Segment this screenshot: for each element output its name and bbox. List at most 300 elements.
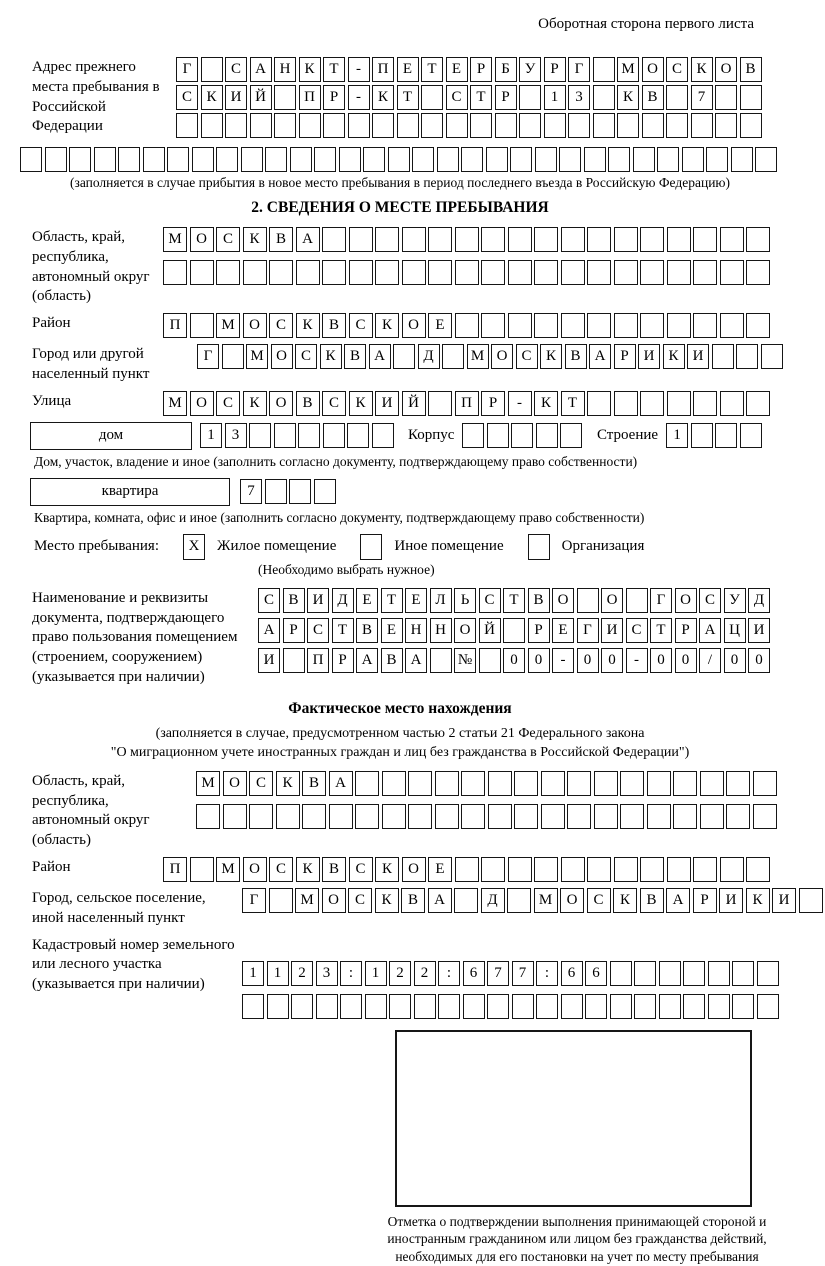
char-cell[interactable] <box>421 113 443 138</box>
char-cell[interactable]: П <box>163 857 187 882</box>
char-cell[interactable] <box>323 423 345 448</box>
char-cell[interactable]: М <box>163 227 187 252</box>
char-cell[interactable] <box>454 888 478 913</box>
char-cell[interactable] <box>514 771 538 796</box>
char-cell[interactable]: Т <box>332 618 354 643</box>
char-cell[interactable] <box>640 857 664 882</box>
char-cell[interactable]: Г <box>577 618 599 643</box>
char-cell[interactable]: 0 <box>724 648 746 673</box>
char-cell[interactable] <box>201 113 223 138</box>
char-cell[interactable]: 3 <box>316 961 338 986</box>
char-cell[interactable] <box>375 227 399 252</box>
char-cell[interactable]: 7 <box>691 85 713 110</box>
char-cell[interactable]: И <box>258 648 280 673</box>
char-cell[interactable] <box>461 147 483 172</box>
char-cell[interactable] <box>567 804 591 829</box>
char-cell[interactable]: Й <box>250 85 272 110</box>
char-cell[interactable]: Н <box>274 57 296 82</box>
char-cell[interactable]: М <box>163 391 187 416</box>
apartment-type-box[interactable]: квартира <box>30 478 230 506</box>
char-cell[interactable]: Р <box>693 888 717 913</box>
char-cell[interactable]: 3 <box>568 85 590 110</box>
char-cell[interactable]: П <box>299 85 321 110</box>
char-cell[interactable] <box>614 857 638 882</box>
char-cell[interactable]: О <box>402 313 426 338</box>
char-cell[interactable] <box>302 804 326 829</box>
char-cell[interactable] <box>561 994 583 1019</box>
char-cell[interactable] <box>587 260 611 285</box>
char-cell[interactable]: 2 <box>389 961 411 986</box>
char-cell[interactable]: Б <box>495 57 517 82</box>
char-cell[interactable] <box>118 147 140 172</box>
char-cell[interactable] <box>534 313 558 338</box>
char-cell[interactable]: 2 <box>414 961 436 986</box>
char-cell[interactable] <box>442 344 464 369</box>
house-type-box[interactable]: дом <box>30 422 192 450</box>
char-cell[interactable]: Т <box>650 618 672 643</box>
char-cell[interactable]: 0 <box>601 648 623 673</box>
char-cell[interactable]: С <box>216 391 240 416</box>
char-cell[interactable] <box>593 113 615 138</box>
char-cell[interactable] <box>746 313 770 338</box>
char-cell[interactable]: С <box>216 227 240 252</box>
char-cell[interactable] <box>322 227 346 252</box>
char-cell[interactable]: А <box>405 648 427 673</box>
char-cell[interactable]: А <box>666 888 690 913</box>
char-cell[interactable]: Р <box>323 85 345 110</box>
char-cell[interactable] <box>296 260 320 285</box>
char-cell[interactable] <box>267 994 289 1019</box>
char-cell[interactable]: М <box>295 888 319 913</box>
char-cell[interactable]: П <box>307 648 329 673</box>
char-cell[interactable]: К <box>613 888 637 913</box>
char-cell[interactable] <box>614 260 638 285</box>
char-cell[interactable]: Р <box>495 85 517 110</box>
char-cell[interactable]: К <box>276 771 300 796</box>
char-cell[interactable] <box>322 260 346 285</box>
char-cell[interactable]: В <box>401 888 425 913</box>
char-cell[interactable]: Н <box>430 618 452 643</box>
char-cell[interactable]: Р <box>470 57 492 82</box>
char-cell[interactable] <box>190 260 214 285</box>
char-cell[interactable] <box>614 391 638 416</box>
char-cell[interactable] <box>577 588 599 613</box>
char-cell[interactable]: С <box>225 57 247 82</box>
char-cell[interactable] <box>479 648 501 673</box>
char-cell[interactable] <box>715 113 737 138</box>
char-cell[interactable]: А <box>329 771 353 796</box>
char-cell[interactable] <box>746 260 770 285</box>
char-cell[interactable]: А <box>369 344 391 369</box>
char-cell[interactable]: В <box>344 344 366 369</box>
char-cell[interactable] <box>408 771 432 796</box>
char-cell[interactable]: В <box>322 313 346 338</box>
char-cell[interactable] <box>402 227 426 252</box>
char-cell[interactable]: Т <box>323 57 345 82</box>
char-cell[interactable]: О <box>243 857 267 882</box>
char-cell[interactable] <box>389 994 411 1019</box>
char-cell[interactable]: Г <box>197 344 219 369</box>
char-cell[interactable] <box>446 113 468 138</box>
char-cell[interactable] <box>487 423 509 448</box>
char-cell[interactable] <box>753 804 777 829</box>
char-cell[interactable] <box>508 227 532 252</box>
char-cell[interactable] <box>216 260 240 285</box>
char-cell[interactable] <box>508 857 532 882</box>
char-cell[interactable]: 6 <box>585 961 607 986</box>
char-cell[interactable] <box>593 85 615 110</box>
char-cell[interactable] <box>488 804 512 829</box>
char-cell[interactable] <box>799 888 823 913</box>
char-cell[interactable] <box>594 804 618 829</box>
char-cell[interactable]: С <box>479 588 501 613</box>
char-cell[interactable]: С <box>258 588 280 613</box>
char-cell[interactable] <box>414 994 436 1019</box>
char-cell[interactable]: С <box>269 857 293 882</box>
char-cell[interactable]: С <box>349 313 373 338</box>
char-cell[interactable] <box>225 113 247 138</box>
char-cell[interactable] <box>363 147 385 172</box>
char-cell[interactable] <box>667 313 691 338</box>
char-cell[interactable] <box>587 313 611 338</box>
char-cell[interactable] <box>544 113 566 138</box>
char-cell[interactable] <box>560 423 582 448</box>
char-cell[interactable] <box>508 260 532 285</box>
char-cell[interactable] <box>461 771 485 796</box>
char-cell[interactable]: Е <box>446 57 468 82</box>
char-cell[interactable]: О <box>190 227 214 252</box>
char-cell[interactable] <box>519 113 541 138</box>
char-cell[interactable] <box>534 260 558 285</box>
char-cell[interactable] <box>190 857 214 882</box>
char-cell[interactable] <box>223 804 247 829</box>
char-cell[interactable] <box>316 994 338 1019</box>
char-cell[interactable]: Р <box>614 344 636 369</box>
char-cell[interactable]: К <box>534 391 558 416</box>
char-cell[interactable]: Г <box>242 888 266 913</box>
char-cell[interactable] <box>201 57 223 82</box>
char-cell[interactable] <box>634 961 656 986</box>
char-cell[interactable] <box>514 804 538 829</box>
char-cell[interactable] <box>659 994 681 1019</box>
char-cell[interactable] <box>587 857 611 882</box>
char-cell[interactable]: 7 <box>512 961 534 986</box>
char-cell[interactable] <box>20 147 42 172</box>
char-cell[interactable] <box>561 227 585 252</box>
char-cell[interactable]: К <box>320 344 342 369</box>
char-cell[interactable]: В <box>528 588 550 613</box>
char-cell[interactable] <box>365 994 387 1019</box>
char-cell[interactable]: : <box>438 961 460 986</box>
char-cell[interactable] <box>693 227 717 252</box>
char-cell[interactable]: Р <box>481 391 505 416</box>
char-cell[interactable] <box>222 344 244 369</box>
char-cell[interactable] <box>585 994 607 1019</box>
char-cell[interactable] <box>430 648 452 673</box>
char-cell[interactable] <box>196 804 220 829</box>
char-cell[interactable]: Г <box>176 57 198 82</box>
char-cell[interactable]: 1 <box>267 961 289 986</box>
char-cell[interactable] <box>289 479 311 504</box>
char-cell[interactable]: Е <box>397 57 419 82</box>
char-cell[interactable]: 1 <box>666 423 688 448</box>
char-cell[interactable]: О <box>322 888 346 913</box>
char-cell[interactable] <box>455 857 479 882</box>
char-cell[interactable] <box>726 804 750 829</box>
char-cell[interactable] <box>290 147 312 172</box>
char-cell[interactable]: 7 <box>487 961 509 986</box>
char-cell[interactable]: - <box>626 648 648 673</box>
char-cell[interactable] <box>265 147 287 172</box>
char-cell[interactable] <box>428 391 452 416</box>
char-cell[interactable] <box>746 857 770 882</box>
char-cell[interactable] <box>349 227 373 252</box>
char-cell[interactable] <box>757 961 779 986</box>
char-cell[interactable] <box>375 260 399 285</box>
char-cell[interactable] <box>314 479 336 504</box>
char-cell[interactable]: К <box>375 888 399 913</box>
char-cell[interactable] <box>682 147 704 172</box>
char-cell[interactable]: К <box>201 85 223 110</box>
char-cell[interactable] <box>706 147 728 172</box>
char-cell[interactable] <box>642 113 664 138</box>
char-cell[interactable] <box>746 227 770 252</box>
char-cell[interactable] <box>732 994 754 1019</box>
char-cell[interactable] <box>190 313 214 338</box>
char-cell[interactable] <box>534 857 558 882</box>
char-cell[interactable] <box>455 260 479 285</box>
char-cell[interactable]: И <box>307 588 329 613</box>
char-cell[interactable] <box>712 344 734 369</box>
char-cell[interactable]: О <box>642 57 664 82</box>
char-cell[interactable] <box>283 648 305 673</box>
char-cell[interactable] <box>510 147 532 172</box>
char-cell[interactable] <box>437 147 459 172</box>
char-cell[interactable] <box>488 771 512 796</box>
char-cell[interactable] <box>608 147 630 172</box>
char-cell[interactable] <box>481 857 505 882</box>
char-cell[interactable]: С <box>307 618 329 643</box>
char-cell[interactable]: Т <box>381 588 403 613</box>
char-cell[interactable] <box>541 804 565 829</box>
char-cell[interactable] <box>640 227 664 252</box>
char-cell[interactable]: О <box>402 857 426 882</box>
char-cell[interactable]: Е <box>428 857 452 882</box>
char-cell[interactable] <box>720 260 744 285</box>
char-cell[interactable] <box>192 147 214 172</box>
char-cell[interactable]: О <box>454 618 476 643</box>
char-cell[interactable]: Л <box>430 588 452 613</box>
char-cell[interactable] <box>634 994 656 1019</box>
char-cell[interactable]: К <box>299 57 321 82</box>
char-cell[interactable]: О <box>675 588 697 613</box>
char-cell[interactable]: 3 <box>225 423 247 448</box>
char-cell[interactable]: И <box>719 888 743 913</box>
char-cell[interactable]: Т <box>470 85 492 110</box>
char-cell[interactable] <box>746 391 770 416</box>
char-cell[interactable] <box>708 961 730 986</box>
char-cell[interactable] <box>610 994 632 1019</box>
char-cell[interactable]: 0 <box>503 648 525 673</box>
char-cell[interactable]: В <box>322 857 346 882</box>
char-cell[interactable]: И <box>687 344 709 369</box>
char-cell[interactable] <box>512 994 534 1019</box>
char-cell[interactable] <box>693 260 717 285</box>
char-cell[interactable]: О <box>491 344 513 369</box>
char-cell[interactable] <box>323 113 345 138</box>
char-cell[interactable] <box>693 313 717 338</box>
char-cell[interactable] <box>761 344 783 369</box>
char-cell[interactable] <box>463 994 485 1019</box>
char-cell[interactable]: Е <box>381 618 403 643</box>
other-premises-checkbox[interactable] <box>360 534 382 560</box>
char-cell[interactable]: К <box>372 85 394 110</box>
char-cell[interactable] <box>511 423 533 448</box>
char-cell[interactable] <box>242 994 264 1019</box>
char-cell[interactable] <box>647 771 671 796</box>
char-cell[interactable] <box>594 771 618 796</box>
char-cell[interactable] <box>640 391 664 416</box>
char-cell[interactable] <box>249 423 271 448</box>
char-cell[interactable]: С <box>348 888 372 913</box>
char-cell[interactable] <box>372 423 394 448</box>
char-cell[interactable] <box>299 113 321 138</box>
char-cell[interactable]: О <box>190 391 214 416</box>
char-cell[interactable] <box>720 857 744 882</box>
char-cell[interactable] <box>732 961 754 986</box>
char-cell[interactable]: К <box>617 85 639 110</box>
char-cell[interactable]: К <box>663 344 685 369</box>
char-cell[interactable] <box>593 57 615 82</box>
char-cell[interactable] <box>720 391 744 416</box>
char-cell[interactable]: С <box>446 85 468 110</box>
char-cell[interactable] <box>241 147 263 172</box>
char-cell[interactable]: Т <box>421 57 443 82</box>
char-cell[interactable]: О <box>601 588 623 613</box>
char-cell[interactable]: Е <box>405 588 427 613</box>
char-cell[interactable] <box>462 423 484 448</box>
char-cell[interactable]: К <box>375 857 399 882</box>
char-cell[interactable] <box>382 771 406 796</box>
char-cell[interactable]: Е <box>428 313 452 338</box>
char-cell[interactable] <box>428 227 452 252</box>
char-cell[interactable]: Н <box>405 618 427 643</box>
char-cell[interactable] <box>314 147 336 172</box>
char-cell[interactable] <box>507 888 531 913</box>
char-cell[interactable]: Ц <box>724 618 746 643</box>
char-cell[interactable]: Р <box>283 618 305 643</box>
char-cell[interactable] <box>740 423 762 448</box>
char-cell[interactable] <box>693 857 717 882</box>
char-cell[interactable] <box>757 994 779 1019</box>
char-cell[interactable] <box>421 85 443 110</box>
char-cell[interactable]: - <box>348 57 370 82</box>
char-cell[interactable]: У <box>519 57 541 82</box>
char-cell[interactable]: 0 <box>650 648 672 673</box>
char-cell[interactable]: А <box>699 618 721 643</box>
char-cell[interactable]: И <box>748 618 770 643</box>
char-cell[interactable] <box>667 391 691 416</box>
char-cell[interactable]: О <box>243 313 267 338</box>
char-cell[interactable]: : <box>340 961 362 986</box>
char-cell[interactable] <box>388 147 410 172</box>
char-cell[interactable] <box>683 961 705 986</box>
char-cell[interactable] <box>481 260 505 285</box>
char-cell[interactable] <box>720 227 744 252</box>
char-cell[interactable]: 0 <box>528 648 550 673</box>
char-cell[interactable]: О <box>552 588 574 613</box>
char-cell[interactable] <box>614 227 638 252</box>
char-cell[interactable] <box>470 113 492 138</box>
char-cell[interactable] <box>372 113 394 138</box>
char-cell[interactable] <box>736 344 758 369</box>
char-cell[interactable] <box>647 804 671 829</box>
char-cell[interactable]: Е <box>552 618 574 643</box>
char-cell[interactable]: А <box>250 57 272 82</box>
char-cell[interactable]: Т <box>503 588 525 613</box>
char-cell[interactable] <box>731 147 753 172</box>
char-cell[interactable]: В <box>283 588 305 613</box>
char-cell[interactable] <box>568 113 590 138</box>
char-cell[interactable]: С <box>176 85 198 110</box>
char-cell[interactable] <box>276 804 300 829</box>
char-cell[interactable]: К <box>243 391 267 416</box>
char-cell[interactable]: А <box>258 618 280 643</box>
char-cell[interactable]: Д <box>418 344 440 369</box>
char-cell[interactable]: А <box>428 888 452 913</box>
char-cell[interactable] <box>561 857 585 882</box>
char-cell[interactable]: О <box>560 888 584 913</box>
char-cell[interactable]: О <box>715 57 737 82</box>
char-cell[interactable] <box>633 147 655 172</box>
char-cell[interactable] <box>673 804 697 829</box>
char-cell[interactable] <box>657 147 679 172</box>
char-cell[interactable]: Р <box>332 648 354 673</box>
char-cell[interactable]: 0 <box>675 648 697 673</box>
char-cell[interactable]: В <box>381 648 403 673</box>
char-cell[interactable] <box>683 994 705 1019</box>
char-cell[interactable]: С <box>269 313 293 338</box>
char-cell[interactable] <box>274 85 296 110</box>
char-cell[interactable]: К <box>349 391 373 416</box>
char-cell[interactable]: Т <box>561 391 585 416</box>
char-cell[interactable] <box>348 113 370 138</box>
char-cell[interactable] <box>495 113 517 138</box>
char-cell[interactable]: М <box>196 771 220 796</box>
char-cell[interactable]: 1 <box>242 961 264 986</box>
char-cell[interactable] <box>269 260 293 285</box>
char-cell[interactable]: Т <box>397 85 419 110</box>
char-cell[interactable] <box>329 804 353 829</box>
char-cell[interactable]: № <box>454 648 476 673</box>
char-cell[interactable] <box>667 857 691 882</box>
char-cell[interactable] <box>535 147 557 172</box>
char-cell[interactable] <box>216 147 238 172</box>
char-cell[interactable]: Р <box>544 57 566 82</box>
char-cell[interactable] <box>503 618 525 643</box>
char-cell[interactable] <box>167 147 189 172</box>
char-cell[interactable] <box>673 771 697 796</box>
char-cell[interactable]: 0 <box>748 648 770 673</box>
char-cell[interactable] <box>94 147 116 172</box>
char-cell[interactable]: С <box>666 57 688 82</box>
char-cell[interactable] <box>700 771 724 796</box>
char-cell[interactable]: П <box>455 391 479 416</box>
char-cell[interactable]: М <box>216 857 240 882</box>
char-cell[interactable] <box>355 771 379 796</box>
char-cell[interactable]: П <box>372 57 394 82</box>
char-cell[interactable]: 6 <box>561 961 583 986</box>
